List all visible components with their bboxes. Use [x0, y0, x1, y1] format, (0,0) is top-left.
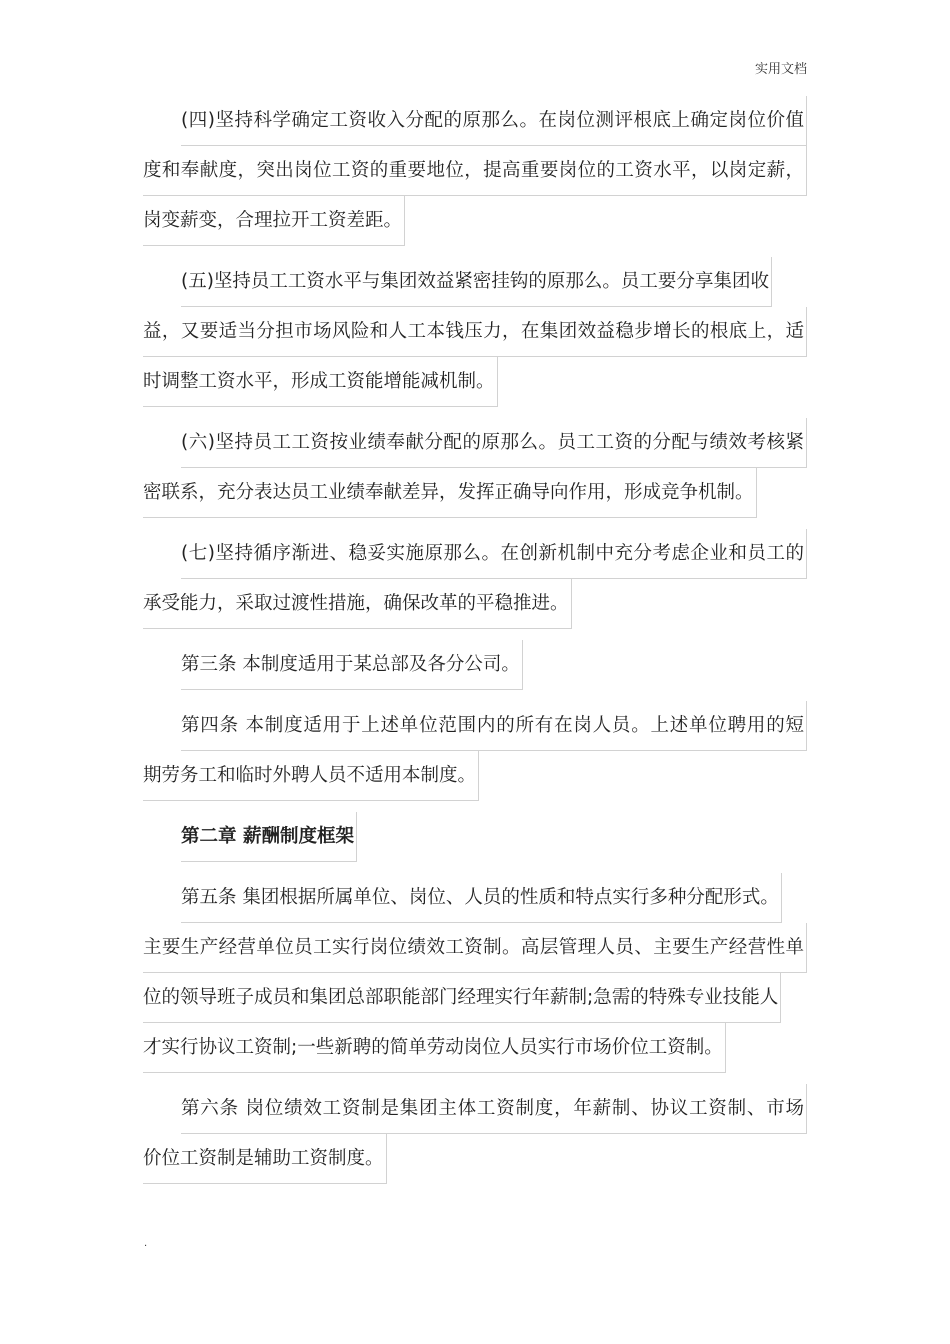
- document-body: [143, 96, 807, 1195]
- paragraph-line: 承受能力，采取过渡性措施，确保改革的平稳推进。: [143, 579, 807, 629]
- article-5: [143, 873, 807, 1073]
- chapter-heading: [143, 812, 807, 862]
- article-3: [143, 640, 807, 690]
- paragraph-principle-5: [143, 257, 807, 407]
- paragraph-line: 第六条 岗位绩效工资制是集团主体工资制度，年薪制、协议工资制、市场: [143, 1084, 807, 1134]
- paragraph-line: (四)坚持科学确定工资收入分配的原那么。在岗位测评根底上确定岗位价值: [143, 96, 807, 146]
- paragraph-line: (七)坚持循序渐进、稳妥实施原那么。在创新机制中充分考虑企业和员工的: [143, 529, 807, 579]
- paragraph-line: 第五条 集团根据所属单位、岗位、人员的性质和特点实行多种分配形式。: [143, 873, 807, 923]
- paragraph-principle-6: [143, 418, 807, 518]
- paragraph-line: 度和奉献度，突出岗位工资的重要地位，提高重要岗位的工资水平，以岗定薪，: [143, 146, 807, 196]
- paragraph-line: 才实行协议工资制;一些新聘的简单劳动岗位人员实行市场价位工资制。: [143, 1023, 807, 1073]
- paragraph-line: 主要生产经营单位员工实行岗位绩效工资制。高层管理人员、主要生产经营性单: [143, 923, 807, 973]
- paragraph-line: 时调整工资水平，形成工资能增能减机制。: [143, 357, 807, 407]
- paragraph-line: 益，又要适当分担市场风险和人工本钱压力，在集团效益稳步增长的根底上，适: [143, 307, 807, 357]
- paragraph-line: 岗变薪变，合理拉开工资差距。: [143, 196, 807, 246]
- page-header-label: 实用文档: [754, 62, 807, 77]
- paragraph-principle-4: [143, 96, 807, 246]
- paragraph-principle-7: [143, 529, 807, 629]
- paragraph-line: 第四条 本制度适用于上述单位范围内的所有在岗人员。上述单位聘用的短: [143, 701, 807, 751]
- page-footer-mark: .: [144, 1238, 148, 1249]
- paragraph-line: 价位工资制是辅助工资制度。: [143, 1134, 807, 1184]
- paragraph-line: 密联系，充分表达员工业绩奉献差异，发挥正确导向作用，形成竞争机制。: [143, 468, 807, 518]
- paragraph-line: 期劳务工和临时外聘人员不适用本制度。: [143, 751, 807, 801]
- heading-line: 第二章 薪酬制度框架: [143, 812, 807, 862]
- paragraph-line: (五)坚持员工工资水平与集团效益紧密挂钩的原那么。员工要分享集团收: [143, 257, 807, 307]
- article-4: [143, 701, 807, 801]
- paragraph-line: 位的领导班子成员和集团总部职能部门经理实行年薪制;急需的特殊专业技能人: [143, 973, 807, 1023]
- paragraph-line: 第三条 本制度适用于某总部及各分公司。: [143, 640, 807, 690]
- paragraph-line: (六)坚持员工工资按业绩奉献分配的原那么。员工工资的分配与绩效考核紧: [143, 418, 807, 468]
- article-6: [143, 1084, 807, 1184]
